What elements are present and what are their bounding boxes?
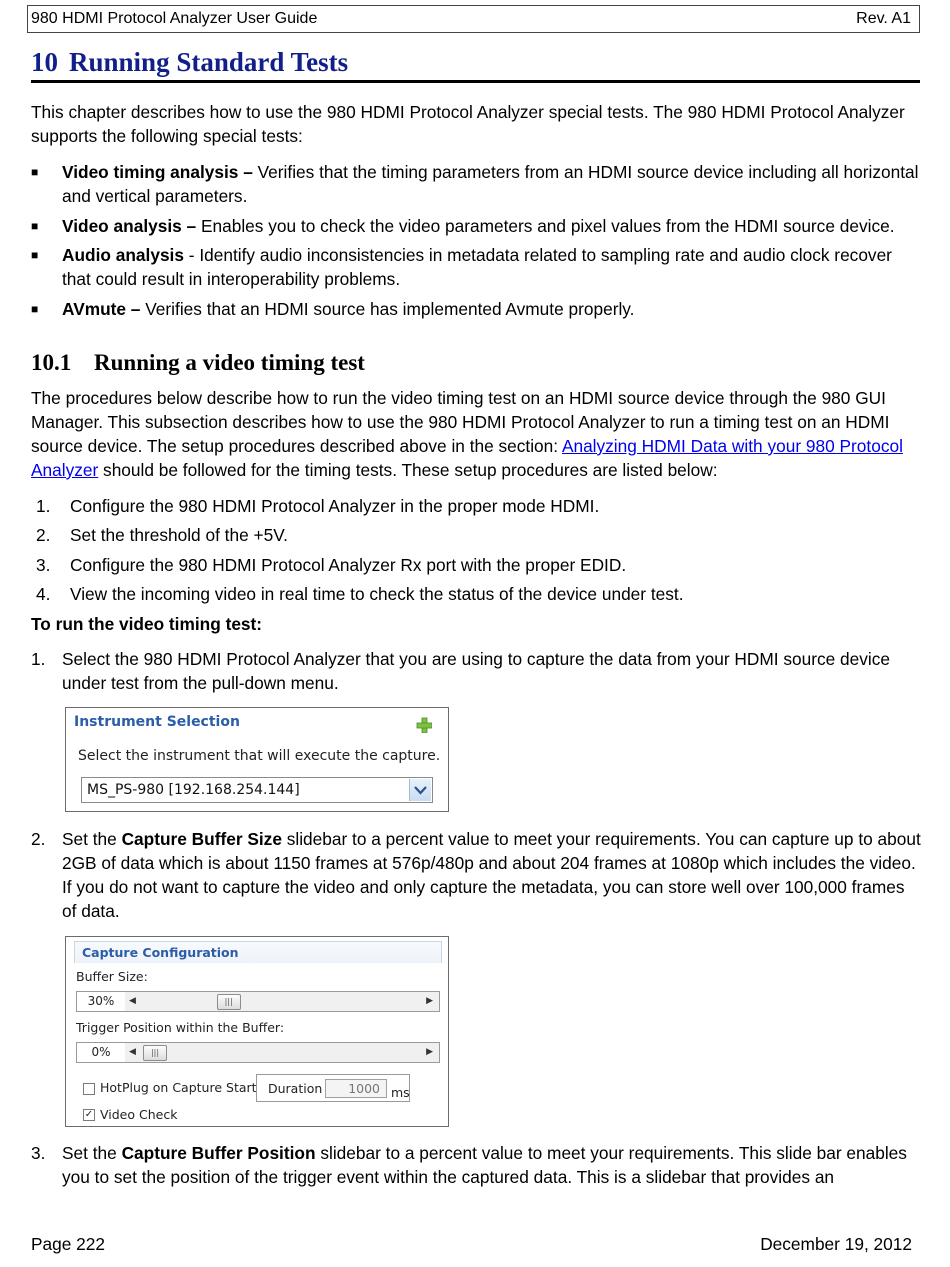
section-number: 10.1 — [31, 350, 72, 375]
scroll-right-icon[interactable]: ▶ — [426, 1047, 433, 1057]
step-text: Set the — [62, 1143, 122, 1163]
panel-title: Instrument Selection — [74, 714, 240, 730]
step-text: slidebar to a percent value to meet your requirements. This slide bar enables you to set the position of the trigger event within the captured data. This is a slidebar that provides an — [62, 1143, 907, 1187]
section-heading — [31, 349, 365, 377]
footer-date: December 19, 2012 — [760, 1234, 912, 1254]
trigger-position-label: Trigger Position within the Buffer: — [76, 1020, 285, 1035]
bullet-item — [0, 297, 950, 321]
step-bold-text: Capture Buffer Size — [121, 829, 282, 849]
test-name: Video timing analysis – — [62, 162, 253, 182]
bullet-item — [0, 243, 950, 291]
section-title: Running a video timing test — [94, 350, 365, 375]
bullet-square-icon: ■ — [31, 302, 39, 316]
video-check-checkbox[interactable]: ✓ — [84, 1109, 94, 1120]
duration-label: Duration — [268, 1081, 323, 1096]
trigger-position-slider[interactable] — [76, 1042, 440, 1063]
bullet-square-icon: ■ — [31, 165, 39, 179]
step-text: Set the — [62, 829, 122, 849]
chapter-title: Running Standard Tests — [69, 47, 349, 77]
step-number: 3. — [36, 555, 51, 575]
step-text: Select the 980 HDMI Protocol Analyzer that you are using to capture the data from your HDMI source device under test from the pull-down menu. — [62, 649, 890, 693]
chevron-down-icon — [410, 779, 431, 801]
buffer-size-value: 30% — [77, 992, 125, 1011]
setup-step — [0, 582, 950, 606]
revision-label: Rev. A1 — [856, 10, 911, 27]
test-name: Video analysis – — [62, 216, 197, 236]
trigger-position-value: 0% — [77, 1043, 125, 1062]
buffer-size-slider[interactable] — [76, 991, 440, 1012]
test-description: - Identify audio inconsistencies in metadata related to sampling rate and audio clock recover that could result in interoperability problems. — [62, 245, 892, 289]
step-number: 3. — [31, 1143, 46, 1163]
video-check-label: Video Check — [100, 1107, 178, 1122]
test-description: Verifies that the timing parameters from an HDMI source device including all horizontal and vertical parameters. — [62, 162, 919, 206]
page-number: Page 222 — [31, 1234, 105, 1254]
bullet-item — [0, 160, 950, 206]
hotplug-label: HotPlug on Capture Start — [100, 1080, 257, 1095]
step-number: 2. — [31, 829, 46, 849]
bullet-item — [0, 214, 950, 238]
chapter-heading — [31, 44, 920, 83]
step-number: 2. — [36, 525, 51, 545]
step-bold-text: Capture Buffer Position — [121, 1143, 316, 1163]
procedure-step — [0, 827, 950, 923]
setup-step — [0, 523, 950, 547]
paragraph-text: The procedures below describe how to run the video timing test on an HDMI source device through the 980 GUI Manager. This subsection describes how to use the 980 HDMI Protocol Analyzer to run a timing test on an HDMI source device. The setup procedures described above in the section: — [31, 388, 890, 456]
test-description: Enables you to check the video parameters and pixel values from the HDMI source device. — [196, 216, 895, 236]
section-link[interactable]: Analyzing HDMI Data with your 980 Protocol Analyzer — [31, 436, 903, 480]
procedure-heading: To run the video timing test: — [31, 614, 263, 634]
test-description: Verifies that an HDMI source has implemented Avmute properly. — [140, 299, 635, 319]
test-name: AVmute – — [62, 299, 141, 319]
duration-unit: ms — [391, 1085, 410, 1100]
scroll-left-icon[interactable]: ◀ — [129, 1047, 136, 1057]
step-number: 4. — [36, 584, 51, 604]
duration-group — [256, 1074, 410, 1102]
procedure-step — [0, 647, 950, 695]
procedure-step — [0, 1141, 950, 1189]
step-text: Configure the 980 HDMI Protocol Analyzer Rx port with the proper EDID. — [70, 555, 627, 575]
scroll-right-icon[interactable]: ▶ — [426, 996, 433, 1006]
duration-input[interactable]: 1000 — [325, 1079, 387, 1098]
buffer-size-label: Buffer Size: — [76, 969, 148, 984]
step-text: View the incoming video in real time to check the status of the device under test. — [70, 584, 684, 604]
bullet-square-icon: ■ — [31, 248, 39, 262]
hotplug-checkbox[interactable] — [83, 1083, 95, 1095]
page-header — [27, 5, 920, 33]
setup-step — [0, 553, 950, 577]
paragraph-text: should be followed for the timing tests. These setup procedures are listed below: — [98, 460, 718, 480]
step-text: slidebar to a percent value to meet your requirements. You can capture up to about 2GB of data which is about 1150 frames at 576p/480p and about 204 frames at 1080p which includes the video. If you do not want to capture the video and only capture the metadata, you can store well over 100,000 frames of data. — [62, 829, 921, 921]
step-text: Configure the 980 HDMI Protocol Analyzer in the proper mode HDMI. — [70, 496, 600, 516]
step-number: 1. — [31, 649, 46, 669]
step-number: 1. — [36, 496, 51, 516]
bullet-square-icon: ■ — [31, 219, 39, 233]
plus-icon[interactable] — [416, 717, 432, 733]
slider-thumb[interactable]: ||| — [217, 994, 241, 1010]
panel-title: Capture Configuration — [82, 945, 239, 960]
instrument-selection-panel — [65, 707, 449, 812]
instrument-select[interactable] — [81, 777, 433, 803]
setup-step — [0, 494, 950, 518]
panel-description: Select the instrument that will execute the capture. — [78, 748, 441, 764]
selected-instrument: MS_PS-980 [192.168.254.144] — [87, 782, 300, 798]
document-title: 980 HDMI Protocol Analyzer User Guide — [31, 10, 318, 27]
dropdown-button[interactable] — [409, 779, 431, 801]
panel-title-bar — [74, 941, 442, 963]
section-paragraph — [31, 386, 923, 482]
slider-thumb[interactable]: ||| — [143, 1045, 167, 1061]
step-text: Set the threshold of the +5V. — [70, 525, 288, 545]
test-name: Audio analysis — [62, 245, 184, 265]
intro-paragraph: This chapter describes how to use the 980 HDMI Protocol Analyzer special tests. The 980 HDMI Protocol Analyzer supports the following special tests: — [31, 102, 905, 146]
scroll-left-icon[interactable]: ◀ — [129, 996, 136, 1006]
chapter-number: 10 — [31, 47, 58, 77]
capture-configuration-panel — [65, 936, 449, 1127]
